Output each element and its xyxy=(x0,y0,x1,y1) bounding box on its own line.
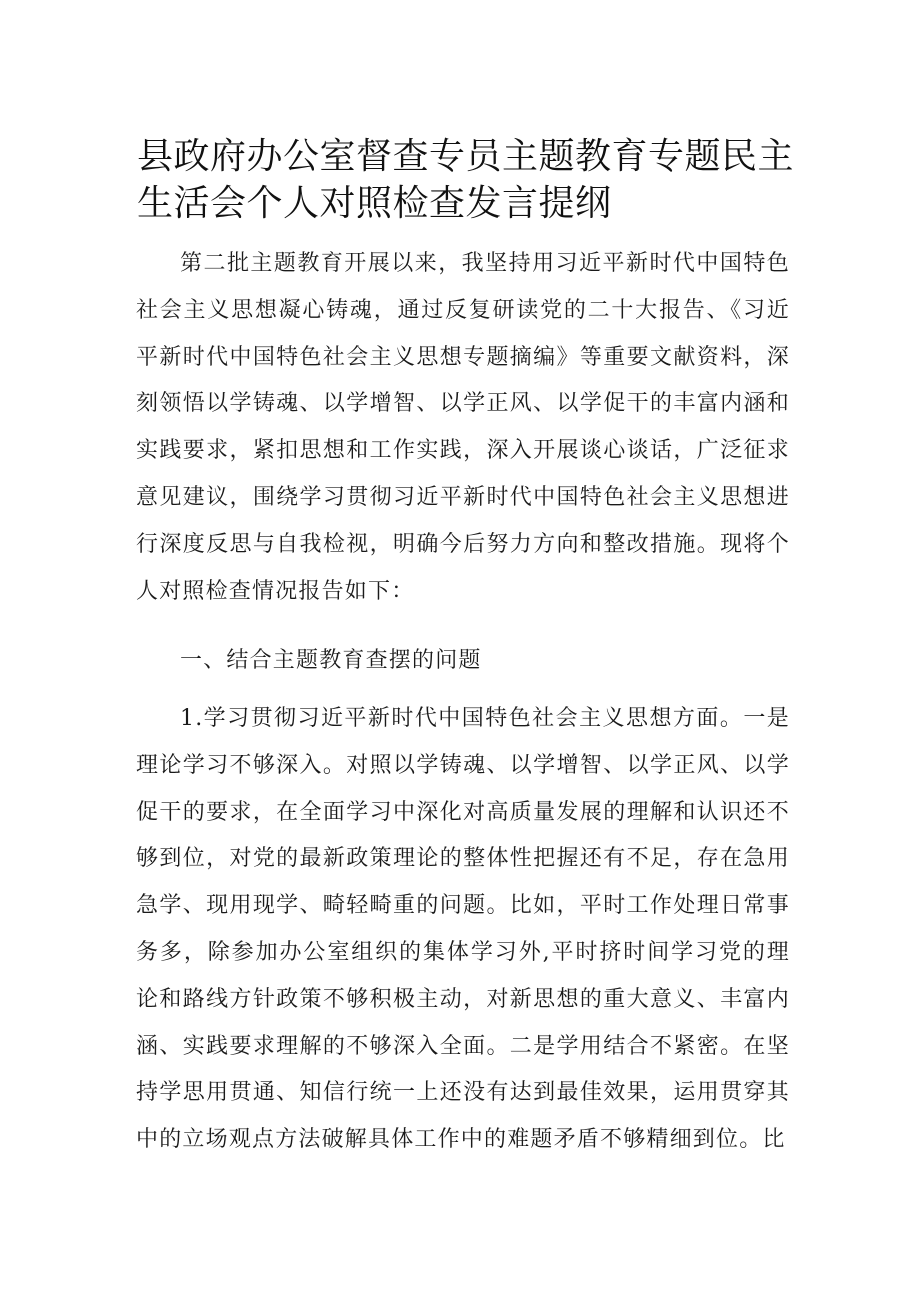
intro-paragraph: 第二批主题教育开展以来，我坚持用习近平新时代中国特色社会主义思想凝心铸魂，通过反复研读党的二十大报告、《习近平新时代中国特色社会主义思想专题摘编》等重要文献资料，深刻领悟以学铸魂、以学增智、以学正风、以学促干的丰富内涵和实践要求，紧扣思想和工作实践，深入开展谈心谈话，广泛征求意见建议，围绕学习贯彻习近平新时代中国特色社会主义思想进行深度反思与自我检视，明确今后努力方向和整改措施。现将个人对照检查情况报告如下： xyxy=(136,251,790,604)
section-heading: 一、结合主题教育查摆的问题 xyxy=(180,648,482,673)
body-paragraph: 1.学习贯彻习近平新时代中国特色社会主义思想方面。一是理论学习不够深入。对照以学铸魂、以学增智、以学正风、以学促干的要求，在全面学习中深化对高质量发展的理解和认识还不够到位，对党的最新政策理论的整体性把握还有不足，存在急用急学、现用现学、畸轻畸重的问题。比如，平时工作处理日常事务多，除参加办公室组织的集体学习外,平时挤时间学习党的理论和路线方针政策不够积极主动，对新思想的重大意义、丰富内涵、实践要求理解的不够深入全面。二是学用结合不紧密。在坚持学思用贯通、知信行统一上还没有达到最佳效果，运用贯穿其中的立场观点方法破解具体工作中的难题矛盾不够精细到位。比 xyxy=(136,706,790,1153)
document-title: 县政府办公室督查专员主题教育专题民主生活会个人对照检查发言提纲 xyxy=(137,136,795,224)
